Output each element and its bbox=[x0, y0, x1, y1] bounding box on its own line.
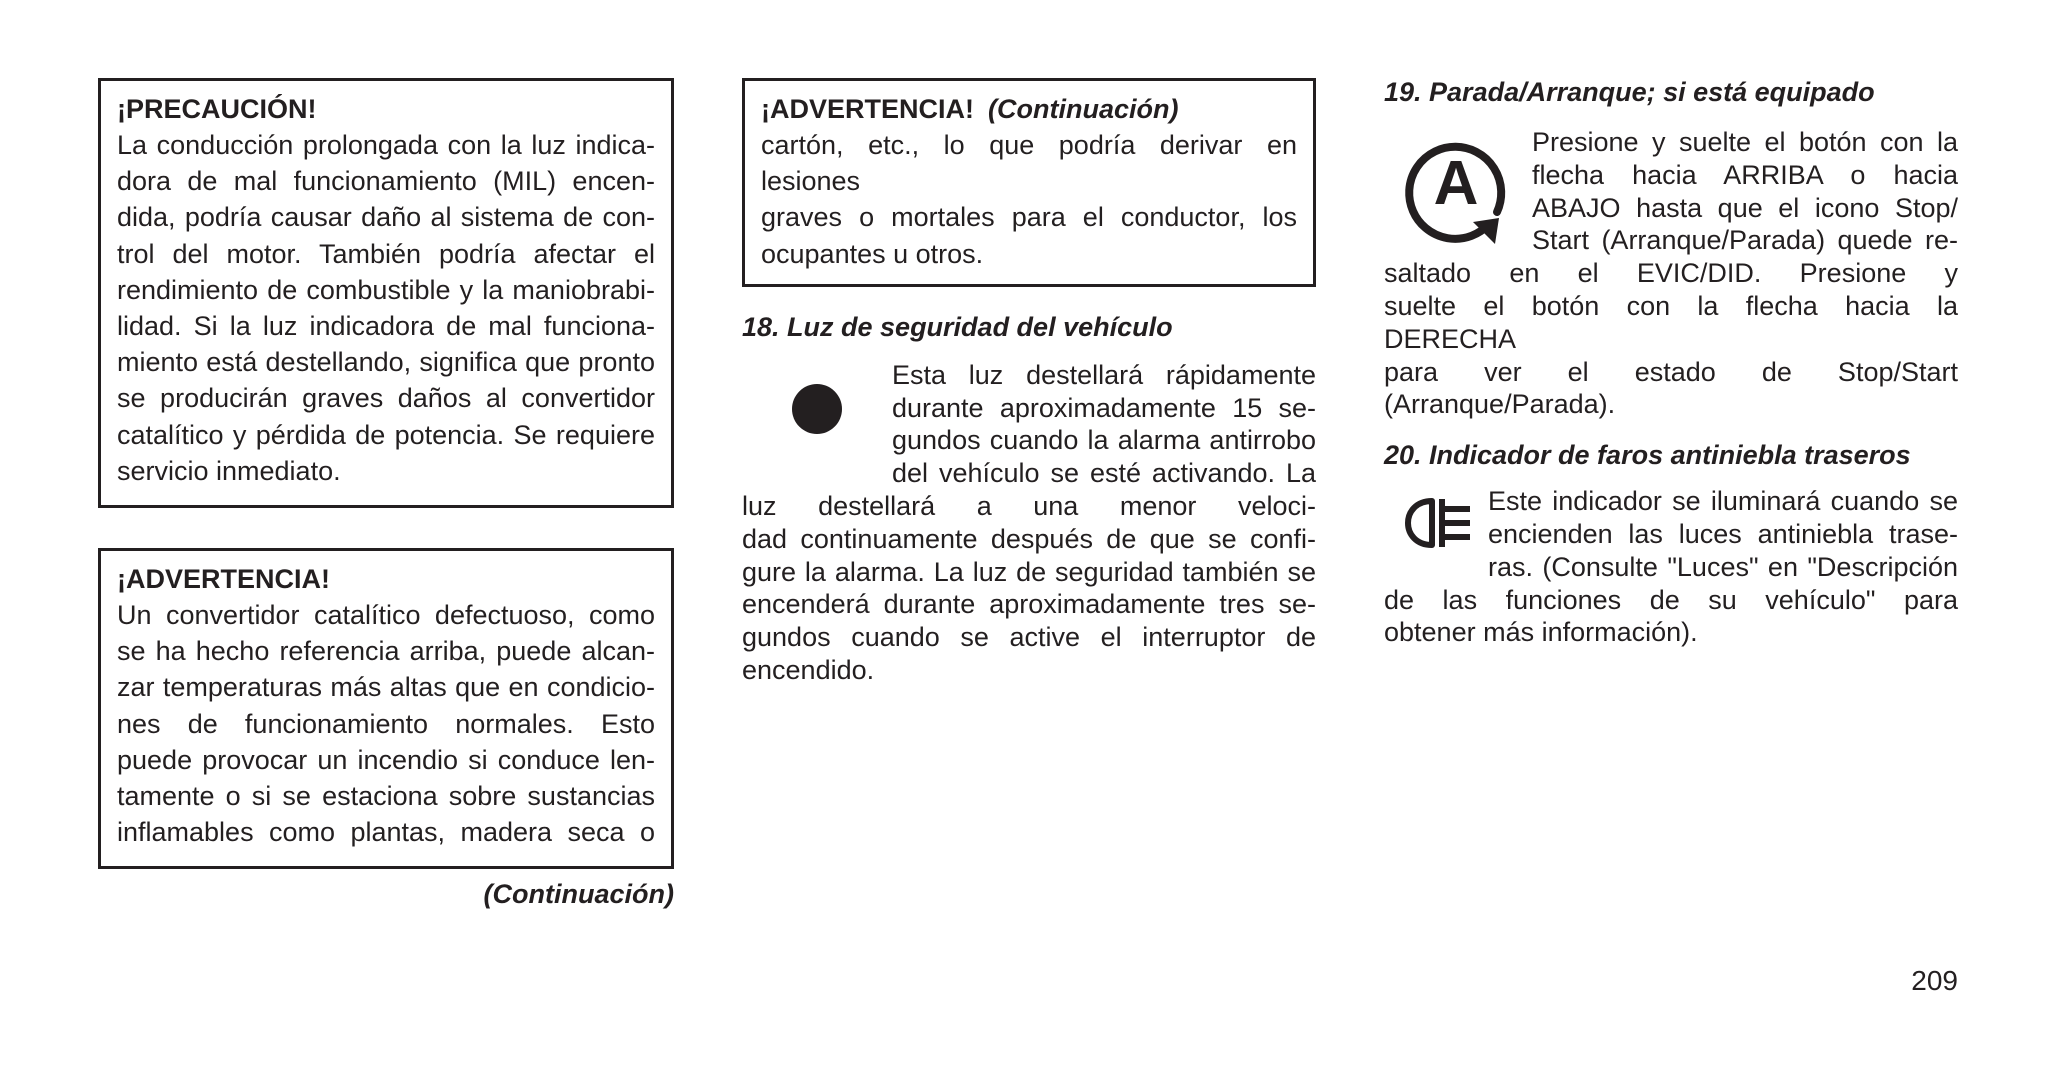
text-line: miento está destellando, significa que pronto bbox=[117, 347, 655, 378]
text-line: servicio inmediato. bbox=[117, 455, 341, 486]
text-line: para ver el estado de Stop/Start bbox=[1384, 356, 1958, 387]
section-19-text bbox=[1384, 126, 1958, 421]
text-line: tamente o si se estaciona sobre sustancias bbox=[117, 781, 655, 812]
text-line: Un convertidor catalítico defectuoso, como bbox=[117, 600, 655, 631]
section-19-title: 19. Parada/Arranque; si está equipado bbox=[1384, 77, 1875, 107]
text-line: gure la alarma. La luz de seguridad también se bbox=[742, 556, 1316, 587]
text-line: gundos cuando la alarma antirrobo bbox=[892, 425, 1316, 456]
text-line: catalítico y pérdida de potencia. Se requiere bbox=[117, 419, 655, 450]
text-line: graves o mortales para el conductor, los bbox=[761, 202, 1297, 233]
warning-continued-title bbox=[761, 91, 1297, 127]
section-18-text bbox=[742, 359, 1316, 687]
section-20-text bbox=[1384, 485, 1958, 649]
text-line: obtener más información). bbox=[1384, 617, 1698, 648]
column-right bbox=[1384, 74, 1958, 649]
text-line: encendido. bbox=[742, 654, 875, 685]
text-line: suelte el botón con la flecha hacia la DERECHA bbox=[1384, 290, 1958, 354]
text-line: ras. (Consulte "Luces" en "Descripción bbox=[1488, 551, 1958, 582]
text-line: ABAJO hasta que el icono Stop/ bbox=[1532, 192, 1958, 223]
text-line: (Arranque/Parada). bbox=[1384, 389, 1616, 420]
warning-continued-text bbox=[761, 127, 1297, 272]
text-line: rendimiento de combustible y la maniobrabi- bbox=[117, 274, 655, 305]
caution-title: ¡PRECAUCIÓN! bbox=[117, 94, 317, 124]
continued-label: (Continuación) bbox=[483, 879, 674, 910]
text-line: lidad. Si la luz indicadora de mal funciona- bbox=[117, 311, 655, 342]
security-light-dot-icon bbox=[742, 359, 892, 459]
text-line: de las funciones de su vehículo" para bbox=[1384, 584, 1958, 615]
text-line: se producirán graves daños al convertidor bbox=[117, 383, 655, 414]
text-line: cartón, etc., lo que podría derivar en lesiones bbox=[761, 130, 1297, 197]
text-line: Presione y suelte el botón con la bbox=[1532, 127, 1958, 157]
text-line: ocupantes u otros. bbox=[761, 238, 984, 269]
section-20-title: 20. Indicador de faros antiniebla traseros bbox=[1384, 440, 1911, 471]
text-line: Start (Arranque/Parada) quede re- bbox=[1532, 225, 1958, 256]
page-number: 209 bbox=[1911, 965, 1958, 996]
warning-title-text: ¡ADVERTENCIA! bbox=[761, 94, 974, 124]
text-line: zar temperaturas más altas que en condicio- bbox=[117, 672, 655, 703]
text-line: dad continuamente después de que se confi- bbox=[742, 523, 1316, 554]
text-line: encienden las luces antiniebla trase- bbox=[1488, 518, 1958, 549]
column-left bbox=[98, 78, 674, 910]
warning-title-continued: (Continuación) bbox=[988, 94, 1179, 124]
auto-start-stop-icon bbox=[1384, 126, 1532, 254]
text-line: nes de funcionamiento normales. Esto bbox=[117, 708, 655, 739]
warning-text bbox=[117, 597, 655, 850]
warning-continued-box bbox=[742, 78, 1316, 287]
section-18-title: 18. Luz de seguridad del vehículo bbox=[742, 311, 1173, 342]
text-line: Este indicador se iluminará cuando se bbox=[1488, 486, 1958, 517]
text-line: flecha hacia ARRIBA o hacia bbox=[1532, 159, 1958, 190]
text-line: se ha hecho referencia arriba, puede alcan- bbox=[117, 636, 655, 667]
warning-title: ¡ADVERTENCIA! bbox=[117, 564, 330, 595]
svg-text:A: A bbox=[1433, 149, 1479, 218]
text-line: durante aproximadamente 15 se- bbox=[892, 392, 1316, 423]
text-line: dora de mal funcionamiento (MIL) encen- bbox=[117, 166, 655, 197]
text-line: encenderá durante aproximadamente tres se- bbox=[742, 589, 1316, 620]
text-line: trol del motor. También podría afectar el bbox=[117, 238, 655, 269]
text-line: saltado en el EVIC/DID. Presione y bbox=[1384, 258, 1958, 289]
column-middle bbox=[742, 78, 1316, 687]
text-line: puede provocar un incendio si conduce len- bbox=[117, 744, 655, 775]
text-line: La conducción prolongada con la luz indica- bbox=[117, 130, 655, 160]
caution-text bbox=[117, 127, 655, 489]
text-line: inflamables como plantas, madera seca o bbox=[117, 817, 655, 848]
text-line: gundos cuando se active el interruptor de bbox=[742, 622, 1316, 653]
text-line: Esta luz destellará rápidamente bbox=[892, 359, 1316, 390]
caution-box bbox=[98, 78, 674, 508]
text-line: del vehículo se esté activando. La bbox=[892, 458, 1316, 489]
warning-box bbox=[98, 548, 674, 869]
text-line: luz destellará a una menor veloci- bbox=[742, 491, 1316, 521]
text-line: dida, podría causar daño al sistema de con- bbox=[117, 202, 655, 233]
rear-fog-light-icon bbox=[1384, 485, 1488, 561]
